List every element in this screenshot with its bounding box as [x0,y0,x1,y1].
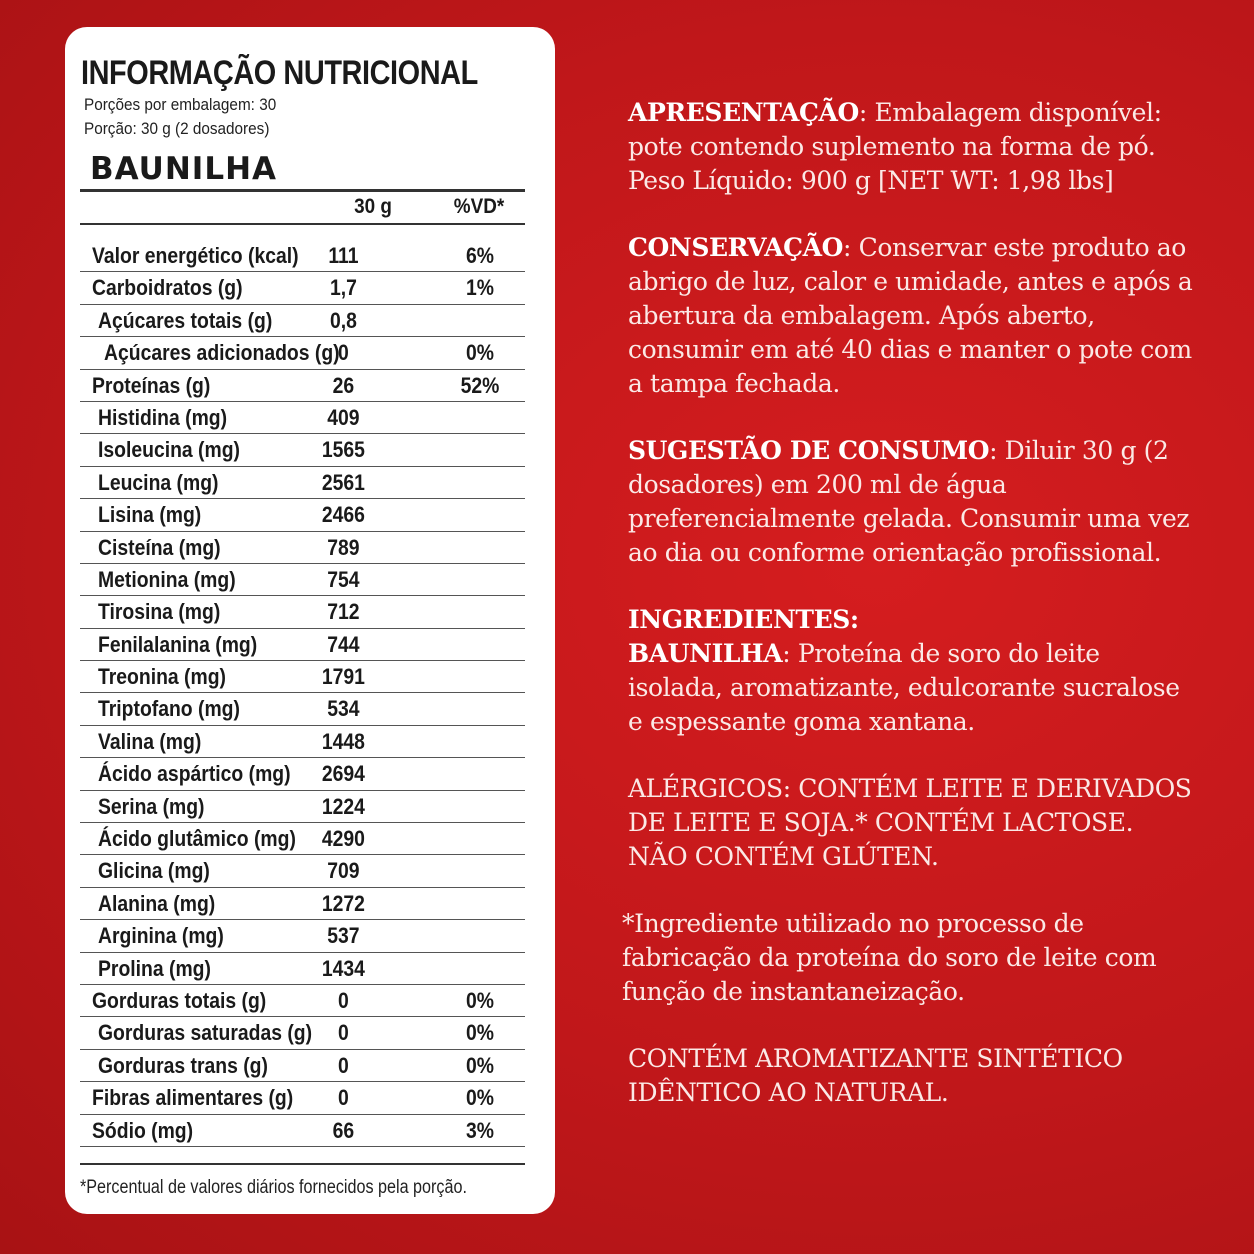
nutrient-amount: 111 [328,243,359,268]
table-row [80,402,525,434]
nutrient-amount: 744 [327,631,360,657]
nutrient-label: Gorduras trans (g) [98,1052,268,1078]
nutrient-amount: 712 [327,599,360,625]
nutrient-amount: 537 [327,923,360,949]
nutrition-table [80,240,525,1147]
nutrient-amount: 26 [332,372,355,398]
table-row [80,1017,525,1049]
nutrient-amount: 534 [327,696,360,722]
table-row [80,629,525,661]
nutrient-label: Açúcares adicionados (g) [104,340,340,366]
nutrient-amount: 0 [338,1052,349,1078]
ingredients-text: : Proteína de soro do leite isolada, aromatizante, edulcorante sucralose e espessante goma xantana. [628,639,1180,736]
nutrient-label: Tirosina (mg) [98,599,221,625]
nutrient-label: Prolina (mg) [98,955,211,981]
usage-text: : Diluir 30 g (2 dosadores) em 200 ml de água preferencialmente gelada. Consumir uma vez ao dia ou conforme orientação profissional. [628,436,1190,567]
table-row [80,791,525,823]
nutrient-daily-value: 0% [466,1052,494,1078]
presentation-label: APRESENTAÇÃO [628,98,859,127]
table-row [80,726,525,758]
presentation-text: : Embalagem disponível: pote contendo suplemento na forma de pó. Peso Líquido: 900 g [NET WT: 1,98 lbs] [628,98,1162,195]
table-row [80,920,525,952]
flavoring-note: CONTÉM AROMATIZANTE SINTÉTICO IDÊNTICO AO NATURAL. [628,1044,1123,1107]
nutrient-label: Açúcares totais (g) [98,307,273,333]
nutrient-label: Gorduras totais (g) [92,987,267,1013]
nutrient-amount: 1,7 [329,275,357,301]
footnote: *Percentual de valores diários fornecidos pela porção. [80,1177,467,1198]
footer-divider [80,1163,525,1165]
nutrient-daily-value: 0% [466,987,494,1013]
nutrient-label: Metionina (mg) [98,566,236,592]
nutrient-amount: 709 [327,858,360,884]
nutrient-label: Cisteína (mg) [98,534,221,560]
ingredients-section [628,603,1198,739]
nutrition-title: INFORMAÇÃO NUTRICIONAL [81,54,478,92]
nutrient-label: Carboidratos (g) [92,275,243,301]
ingredients-flavor-label: BAUNILHA [628,639,783,668]
table-row [80,953,525,985]
table-row [80,758,525,790]
nutrient-amount: 0,8 [329,307,357,333]
nutrient-amount: 1434 [321,955,365,981]
table-row [80,596,525,628]
nutrient-amount: 2466 [321,502,365,528]
nutrient-label: Serina (mg) [98,793,205,819]
nutrient-amount: 1791 [321,664,365,690]
ingredients-label: INGREDIENTES: [628,605,859,634]
nutrient-label: Alanina (mg) [98,890,216,916]
nutrient-label: Ácido glutâmico (mg) [98,826,296,852]
nutrient-label: Valor energético (kcal) [92,243,299,268]
nutrient-label: Glicina (mg) [98,858,210,884]
table-row [80,661,525,693]
nutrient-amount: 2561 [321,469,365,495]
nutrient-amount: 4290 [321,826,365,852]
nutrient-daily-value: 0% [466,340,494,366]
nutrient-daily-value: 0% [466,1020,494,1046]
nutrient-amount: 409 [327,404,360,430]
nutrient-amount: 2694 [321,761,365,787]
nutrient-label: Histidina (mg) [98,404,228,430]
nutrient-amount: 1448 [321,728,365,754]
usage-label: SUGESTÃO DE CONSUMO [628,436,990,465]
conservation-text: : Conservar este produto ao abrigo de luz, calor e umidade, antes e após a abertura da embalagem. Após aberto, consumir em até 40 dias e manter o pote com a tampa fechada. [628,233,1193,398]
table-row [80,1050,525,1082]
conservation-section [628,231,1198,401]
presentation-section [628,96,1198,198]
nutrient-amount: 0 [338,1085,349,1111]
nutrient-label: Isoleucina (mg) [98,437,240,463]
nutrient-daily-value: 6% [466,243,494,268]
table-row [80,855,525,887]
table-row [80,305,525,337]
column-header-vd: %VD* [453,195,505,218]
table-row [80,467,525,499]
nutrient-label: Sódio (mg) [92,1117,194,1143]
table-row [80,823,525,855]
nutrient-label: Ácido aspártico (mg) [98,761,291,787]
nutrient-label: Fibras alimentares (g) [92,1085,294,1111]
nutrient-label: Leucina (mg) [98,469,219,495]
product-info [622,96,1198,1143]
nutrient-amount: 1224 [321,793,365,819]
nutrient-daily-value: 0% [466,1085,494,1111]
table-row [80,532,525,564]
flavor-heading: BAUNILHA [90,151,278,187]
table-row [80,985,525,1017]
nutrient-amount: 1565 [321,437,365,463]
nutrient-amount: 754 [327,566,360,592]
nutrient-label: Fenilalanina (mg) [98,631,258,657]
table-row [80,337,525,369]
nutrient-label: Treonina (mg) [98,664,226,690]
asterisk-note: *Ingrediente utilizado no processo de fabricação da proteína do soro de leite com função de instantaneização. [622,909,1157,1006]
nutrient-daily-value: 52% [460,372,500,398]
allergens-text: ALÉRGICOS: CONTÉM LEITE E DERIVADOS DE LEITE E SOJA.* CONTÉM LACTOSE. NÃO CONTÉM GLÚTEN. [628,774,1192,871]
table-row [80,240,525,272]
nutrient-label: Triptofano (mg) [98,696,240,722]
usage-section [628,434,1198,570]
table-row [80,1115,525,1147]
nutrient-amount: 1272 [321,890,365,916]
nutrient-label: Arginina (mg) [98,923,224,949]
nutrient-label: Proteínas (g) [92,372,211,398]
conservation-label: CONSERVAÇÃO [628,233,844,262]
nutrient-amount: 0 [338,340,349,366]
column-header-divider [80,223,525,225]
nutrient-amount: 66 [332,1117,355,1143]
table-row [80,888,525,920]
table-row [80,434,525,466]
nutrient-label: Gorduras saturadas (g) [98,1020,313,1046]
table-row [80,272,525,304]
nutrient-label: Valina (mg) [98,728,202,754]
header-divider [80,189,525,192]
portions-per-package: Porções por embalagem: 30 [84,95,277,114]
portion-size: Porção: 30 g (2 dosadores) [84,119,270,138]
nutrient-amount: 0 [338,987,349,1013]
nutrient-amount: 0 [338,1020,349,1046]
nutrient-daily-value: 3% [466,1117,494,1143]
table-row [80,564,525,596]
nutrition-facts-panel [65,27,555,1214]
table-row [80,693,525,725]
table-row [80,1082,525,1114]
table-row [80,370,525,402]
nutrient-daily-value: 1% [466,275,494,301]
table-row [80,499,525,531]
nutrient-label: Lisina (mg) [98,502,202,528]
column-header-amount: 30 g [354,195,392,218]
nutrient-amount: 789 [327,534,360,560]
